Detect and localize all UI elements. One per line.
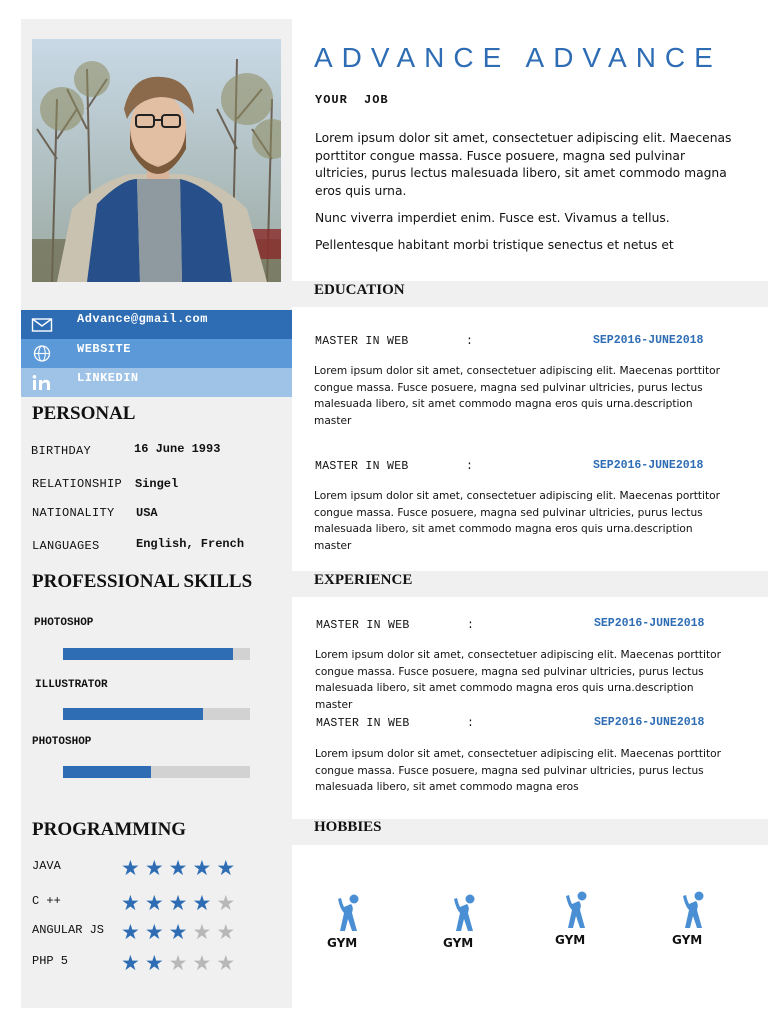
star-rating: [121, 953, 240, 974]
hobby-label: GYM: [443, 936, 474, 950]
language-name: C ++: [32, 894, 61, 908]
star-rating: [121, 922, 240, 943]
hobby-label: GYM: [327, 936, 358, 950]
nationality-value: USA: [136, 506, 158, 520]
star-filled-icon: ★: [192, 891, 217, 915]
star-empty-icon: ★: [216, 920, 241, 944]
gym-icon: [558, 890, 590, 930]
entry-date: SEP2016-JUNE2018: [594, 716, 705, 729]
relationship-label: RELATIONSHIP: [32, 477, 123, 491]
star-filled-icon: ★: [192, 856, 217, 880]
language-name: ANGULAR JS: [32, 923, 105, 937]
skill-bar: [63, 708, 250, 720]
star-rating: [121, 893, 240, 914]
skill-bar: [63, 648, 250, 660]
entry-title: MASTER IN WEB: [315, 460, 409, 473]
star-filled-icon: ★: [168, 920, 193, 944]
intro-paragraph: Pellentesque habitant morbi tristique senectus et netus et: [315, 238, 674, 252]
entry-date: SEP2016-JUNE2018: [593, 459, 704, 472]
entry-title: MASTER IN WEB: [316, 717, 410, 730]
contact-website[interactable]: [21, 339, 292, 368]
website-text[interactable]: WEBSITE: [77, 342, 131, 356]
language-name: JAVA: [32, 859, 61, 873]
star-empty-icon: ★: [192, 951, 217, 975]
hobby-label: GYM: [672, 933, 703, 947]
star-filled-icon: ★: [168, 891, 193, 915]
skill-bar-fill: [63, 648, 233, 660]
intro-paragraph: Nunc viverra imperdiet enim. Fusce est. Vivamus a tellus.: [315, 211, 670, 225]
linkedin-icon: [31, 373, 53, 392]
star-filled-icon: ★: [121, 856, 145, 880]
star-empty-icon: ★: [168, 951, 193, 975]
intro-paragraph: Lorem ipsum dolor sit amet, consectetuer adipiscing elit. Maecenas porttitor congue massa. Fusce posuere, magna sed pulvinar ultricies, purus lectus malesuada libero, sit amet commodo magna eros quis urna.: [315, 131, 732, 198]
language-name: PHP 5: [32, 954, 69, 968]
hobbies-heading: HOBBIES: [314, 819, 382, 835]
skill-name: ILLUSTRATOR: [35, 679, 108, 691]
entry-title: MASTER IN WEB: [315, 335, 409, 348]
hobbies-band: [292, 819, 768, 845]
email-text[interactable]: Advance@gmail.com: [77, 312, 208, 326]
entry-colon: :: [466, 335, 473, 348]
star-filled-icon: ★: [144, 951, 169, 975]
experience-heading: EXPERIENCE: [314, 572, 413, 588]
relationship-value: Singel: [135, 477, 179, 491]
skills-heading: PROFESSIONAL SKILLS: [32, 571, 253, 592]
skill-bar: [63, 766, 250, 778]
birthday-label: BIRTHDAY: [31, 444, 92, 458]
gym-icon: [675, 890, 707, 930]
skill-name: PHOTOSHOP: [32, 736, 92, 748]
education-band: [292, 281, 768, 307]
person-name: ADVANCE ADVANCE: [314, 42, 722, 73]
birthday-value: 16 June 1993: [134, 442, 221, 456]
languages-value: English, French: [136, 537, 245, 551]
gym-icon: [330, 893, 362, 933]
contact-linkedin[interactable]: [21, 368, 292, 397]
education-heading: EDUCATION: [314, 282, 405, 298]
star-filled-icon: ★: [121, 951, 145, 975]
entry-description: Lorem ipsum dolor sit amet, consectetuer adipiscing elit. Maecenas porttitor congue massa. Fusce posuere, magna sed pulvinar ultricies, purus lectus malesuada libero, sit amet commodo magna eros quis urna.description master: [314, 490, 720, 552]
star-filled-icon: ★: [121, 891, 145, 915]
star-filled-icon: ★: [144, 856, 169, 880]
entry-colon: :: [467, 717, 474, 730]
star-filled-icon: ★: [144, 920, 169, 944]
star-filled-icon: ★: [144, 891, 169, 915]
contact-email[interactable]: [21, 310, 292, 339]
entry-date: SEP2016-JUNE2018: [593, 334, 704, 347]
star-empty-icon: ★: [216, 891, 241, 915]
nationality-label: NATIONALITY: [32, 506, 115, 520]
job-title: YOUR JOB: [315, 93, 389, 107]
star-filled-icon: ★: [121, 920, 145, 944]
star-filled-icon: ★: [168, 856, 193, 880]
hobby-label: GYM: [555, 933, 586, 947]
experience-band: [292, 571, 768, 597]
languages-label: LANGUAGES: [32, 539, 100, 553]
skill-name: PHOTOSHOP: [34, 617, 94, 629]
star-rating: [121, 858, 240, 879]
entry-description: Lorem ipsum dolor sit amet, consectetuer adipiscing elit. Maecenas porttitor congue massa. Fusce posuere, magna sed pulvinar ultricies, purus lectus malesuada libero, sit amet commodo magna eros quis urna.description master: [314, 365, 720, 427]
globe-icon: [31, 344, 53, 363]
personal-heading: PERSONAL: [32, 403, 136, 424]
skill-bar-fill: [63, 708, 203, 720]
programming-heading: PROGRAMMING: [32, 819, 187, 840]
mail-icon: [31, 315, 53, 334]
entry-colon: :: [467, 619, 474, 632]
star-empty-icon: ★: [192, 920, 217, 944]
profile-photo: [32, 39, 281, 282]
entry-title: MASTER IN WEB: [316, 619, 410, 632]
entry-colon: :: [466, 460, 473, 473]
entry-description: Lorem ipsum dolor sit amet, consectetuer adipiscing elit. Maecenas porttitor congue massa. Fusce posuere, magna sed pulvinar ultricies, purus lectus malesuada libero, sit amet commodo magna eros quis urna.description master: [315, 649, 721, 711]
star-empty-icon: ★: [216, 951, 241, 975]
entry-description: Lorem ipsum dolor sit amet, consectetuer adipiscing elit. Maecenas porttitor congue massa. Fusce posuere, magna sed pulvinar ultricies, purus lectus malesuada libero, sit amet commodo magna eros: [315, 748, 721, 793]
linkedin-text[interactable]: LINKEDIN: [77, 371, 139, 385]
skill-bar-fill: [63, 766, 151, 778]
entry-date: SEP2016-JUNE2018: [594, 617, 705, 630]
gym-icon: [446, 893, 478, 933]
star-filled-icon: ★: [216, 856, 241, 880]
